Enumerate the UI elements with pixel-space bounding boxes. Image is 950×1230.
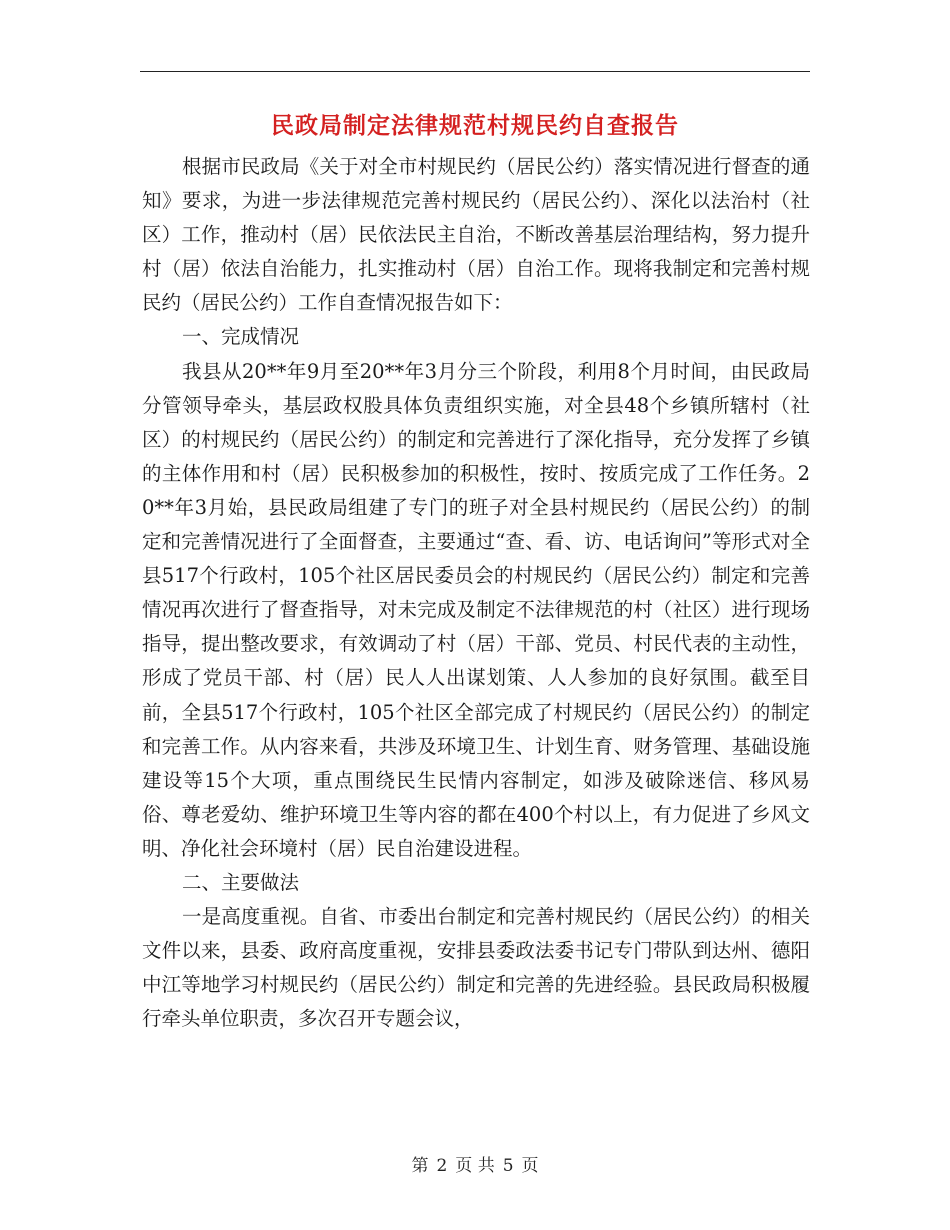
intro-paragraph: 根据市民政局《关于对全市村规民约（居民公约）落实情况进行督查的通知》要求，为进一步法律规范完善村规民约（居民公约）、深化以法治村（社区）工作，推动村（居）民依法民主自治，不断改善基层治理结构，努力提升村（居）依法自治能力，扎实推动村（居）自治工作。现将我制定和完善村规民约（居民公约）工作自查情况报告如下： [142,155,810,315]
footer-middle: 页 共 [455,1156,495,1176]
header-rule [140,71,810,72]
section-heading-completion: 一、完成情况 [182,325,300,349]
completion-paragraph: 我县从20**年9月至20**年3月分三个阶段，利用8个月时间，由民政局分管领导牵头，基层政权股具体负责组织实施，对全县48个乡镇所辖村（社区）的村规民约（居民公约）的制定和完善进行了深化指导，充分发挥了乡镇的主体作用和村（居）民积极参加的积极性，按时、按质完成了工作任务。20**年3月始，县民政局组建了专门的班子对全县村规民约（居民公约）的制定和完善情况进行了全面督查，主要通过“查、看、访、电话询问”等形式对全县517个行政村，105个社区居民委员会的村规民约（居民公约）制定和完善情况再次进行了督查指导，对未完成及制定不法律规范的村（社区）进行现场指导，提出整改要求，有效调动了村（居）干部、党员、村民代表的主动性，形成了党员干部、村（居）民人人出谋划策、人人参加的良好氛围。截至目前，全县517个行政村，105个社区全部完成了村规民约（居民公约）的制定和完善工作。从内容来看，共涉及环境卫生、计划生育、财务管理、基础设施建设等15个大项，重点围绕民生民情内容制定，如涉及破除迷信、移风易俗、尊老爱幼、维护环境卫生等内容的都在400个村以上，有力促进了乡风文明、净化社会环境村（居）民自治建设进程。 [142,359,810,860]
footer-suffix: 页 [521,1156,539,1176]
page-footer [0,1153,950,1179]
document-body [142,150,810,1036]
footer-total-pages: 5 [502,1156,514,1176]
document-title: 民政局制定法律规范村规民约自查报告 [271,112,679,139]
section-heading-methods: 二、主要做法 [182,870,300,894]
footer-prefix: 第 [411,1156,429,1176]
methods-paragraph: 一是高度重视。自省、市委出台制定和完善村规民约（居民公约）的相关文件以来，县委、政府高度重视，安排县委政法委书记专门带队到达州、德阳中江等地学习村规民约（居民公约）制定和完善的先进经验。县民政局积极履行牵头单位职责，多次召开专题会议， [142,905,810,1031]
footer-current-page: 2 [436,1156,448,1176]
